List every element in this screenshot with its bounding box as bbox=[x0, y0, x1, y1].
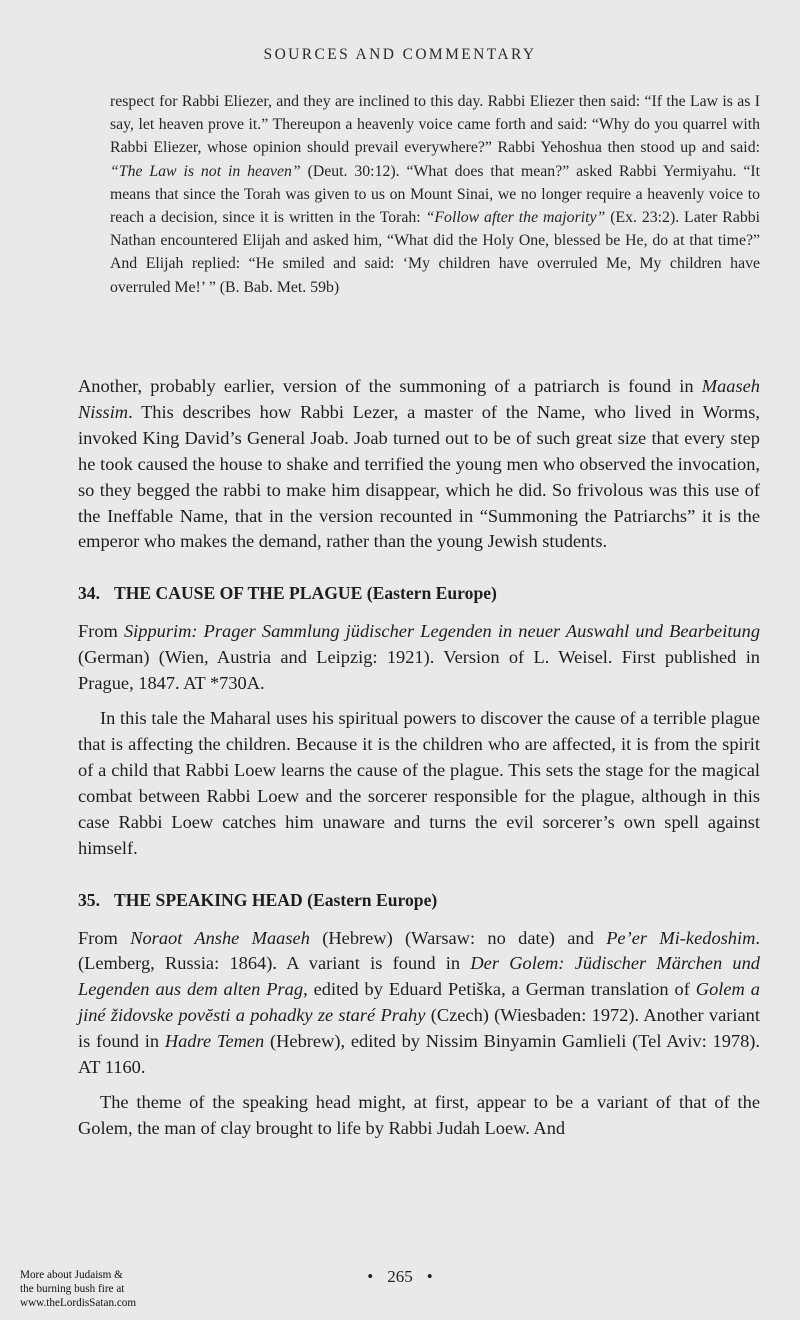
section-region: (Eastern Europe) bbox=[366, 583, 497, 604]
folio-dot: • bbox=[426, 1267, 433, 1286]
italic-title: Golem a jiné židovske povĕsti a pohadky ze staré Prahy bbox=[78, 979, 760, 1026]
section-number: 35. bbox=[78, 889, 100, 910]
text-run: . This describes how Rabbi Lezer, a master of the Name, who lived in Worms, invoked King David’s General Joab. Joab turned out to be of such great size that every step he took caused the house to shake and terrified the young men who observed the invocation, so they begged the rabbi to make him disappear, which he did. So frivolous was this use of the Ineffable Name, that in the version recounted in “Summoning the Patriarchs” it is the emperor who makes the demand, rather than the young Jewish students. bbox=[78, 401, 760, 552]
text-run: From bbox=[78, 927, 131, 948]
commentary-35 bbox=[78, 1090, 760, 1142]
text-run: (Deut. 30:12). “What does that mean?” asked Rabbi Yermiyahu. “It means that since the Torah was given to us on Mount Sinai, we no longer require a heavenly voice to reach a decision, since it is written in the Torah: bbox=[110, 162, 760, 227]
text-run: From bbox=[78, 621, 124, 642]
block-quote bbox=[110, 90, 760, 299]
text-run: respect for Rabbi Eliezer, and they are inclined to this day. Rabbi Eliezer then said: “If the Law is as I say, let heaven prove it.” Thereupon a heavenly voice came forth and said: “Why do you quarrel with Rabbi Eliezer, whose opinion should prevail everywhere?” Rabbi Yehoshua then stood up and said: bbox=[110, 93, 760, 157]
text-run: (Hebrew), edited by Nissim Binyamin Gamlieli (Tel Aviv: 1978). AT 1160. bbox=[78, 1031, 760, 1078]
note-line: www.theLordisSatan.com bbox=[20, 1297, 137, 1309]
paragraph-summoning-patriarch bbox=[78, 374, 760, 555]
watermark-note bbox=[20, 1268, 190, 1310]
text-run: Another, probably earlier, version of the summoning of a patriarch is found in bbox=[78, 376, 702, 396]
section-heading-35 bbox=[78, 888, 760, 912]
text-run: , edited by Eduard Petiška, a German translation of bbox=[303, 979, 696, 1000]
source-citation-34 bbox=[78, 619, 760, 697]
section-heading-34 bbox=[78, 581, 760, 605]
note-line: the burning bush fire at bbox=[20, 1283, 125, 1295]
running-head: SOURCES AND COMMENTARY bbox=[263, 46, 537, 63]
quote-paragraph bbox=[110, 90, 760, 299]
section-region: (Eastern Europe) bbox=[307, 889, 438, 910]
italic-title: Pe’er Mi-kedoshim bbox=[606, 927, 756, 948]
text-run: (Czech) (Wiesbaden: 1972). Another variant is found in bbox=[78, 1005, 760, 1052]
italic-title: Hadre Temen bbox=[164, 1031, 265, 1052]
folio-number: 265 bbox=[387, 1267, 413, 1286]
text-run: (Ex. 23:2). Later Rabbi Nathan encountered Elijah and asked him, “What did the Holy One, blessed be He, do at that time?” And Elijah replied: “He smiled and said: ‘My children have overruled Me, My children have overruled Me!’ ” (B. Bab. Met. 59b) bbox=[110, 209, 761, 296]
main-text bbox=[78, 374, 760, 1142]
text-run: (Hebrew) (Warsaw: no date) and bbox=[309, 927, 607, 948]
section-title: THE CAUSE OF THE PLAGUE bbox=[114, 583, 363, 604]
italic-title: “Follow after the majority” bbox=[425, 209, 606, 227]
section-title: THE SPEAKING HEAD bbox=[114, 889, 303, 910]
italic-title: Der Golem: Jüdischer Märchen und Legenden aus dem alten Prag bbox=[78, 953, 760, 1000]
italic-title: “The Law is not in heaven” bbox=[110, 162, 301, 180]
text-run: (German) (Wien, Austria and Leipzig: 1921). Version of L. Weisel. First published in Prague, 1847. AT *730A. bbox=[78, 647, 760, 694]
italic-title: Noraot Anshe Maaseh bbox=[130, 927, 310, 948]
text-run: . (Lemberg, Russia: 1864). A variant is found in bbox=[78, 927, 761, 974]
note-line: More about Judaism & bbox=[20, 1269, 123, 1281]
section-number: 34. bbox=[78, 583, 100, 604]
text-run: The theme of the speaking head might, at first, appear to be a variant of that of the Golem, the man of clay brought to life by Rabbi Judah Loew. And bbox=[78, 1091, 760, 1138]
italic-title: Sippurim: Prager Sammlung jüdischer Legenden in neuer Auswahl und Bearbeitung bbox=[123, 621, 761, 642]
source-citation-35 bbox=[78, 926, 760, 1081]
italic-title: Maaseh Nissim bbox=[78, 376, 760, 422]
commentary-34 bbox=[78, 706, 760, 861]
text-run: In this tale the Maharal uses his spiritual powers to discover the cause of a terrible plague that is affecting the children. Because it is the children who are affected, it is from the spirit of a child that Rabbi Loew learns the cause of the plague. This sets the stage for the magical combat between Rabbi Loew and the sorcerer responsible for the plague, although in this case Rabbi Loew catches him unaware and turns the evil sorcerer’s own spell against himself. bbox=[78, 708, 760, 858]
folio-dot: • bbox=[367, 1267, 374, 1286]
